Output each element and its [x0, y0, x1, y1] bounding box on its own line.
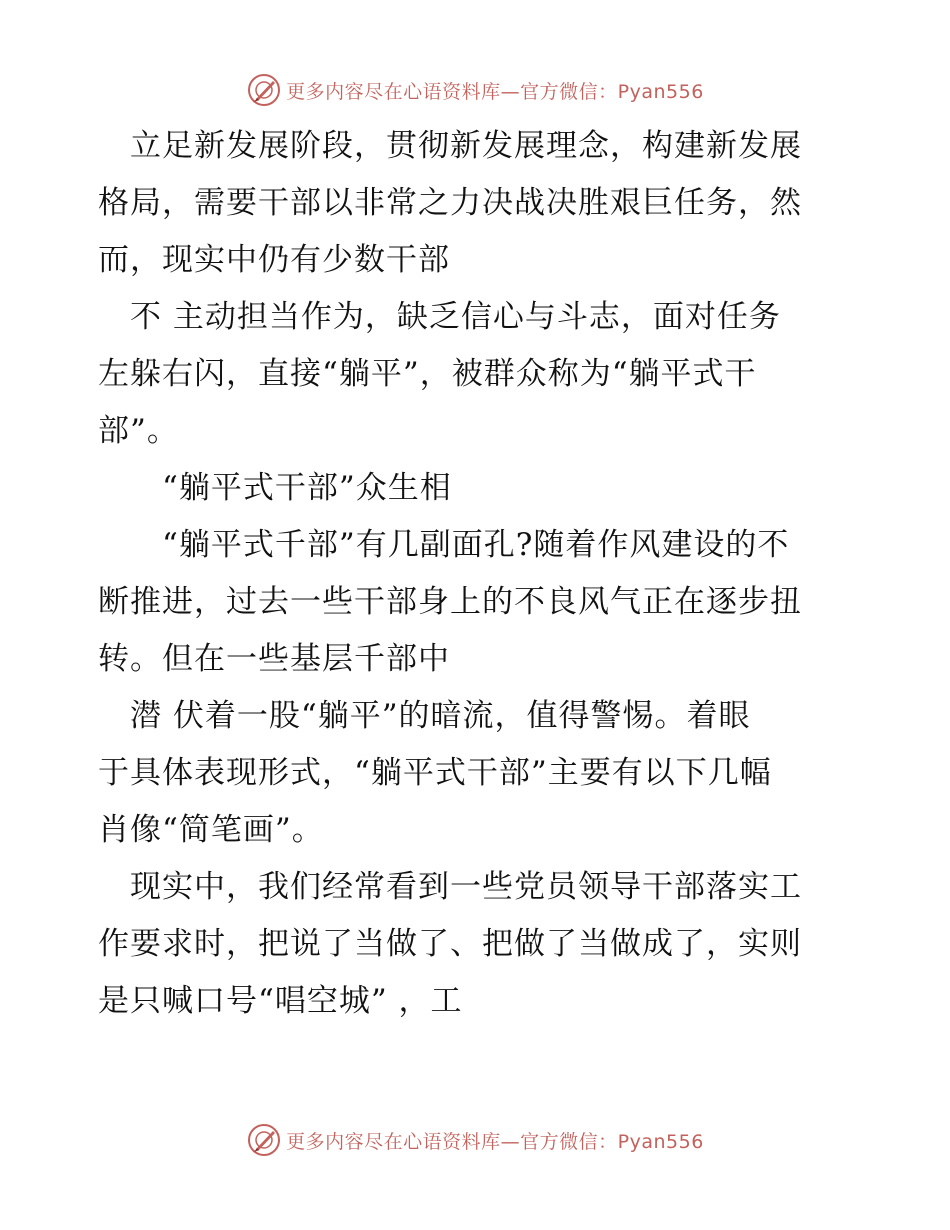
text-line: 作要求时，把说了当做了、把做了当做成了，实则 — [98, 926, 802, 962]
text-line: 转。但在一些基层千部中 — [98, 641, 450, 677]
document-body — [98, 118, 858, 1030]
text-line: 现实中，我们经常看到一些党员领导干部落实工 — [98, 869, 802, 905]
paragraph-1 — [98, 118, 858, 289]
paragraph-5 — [98, 859, 858, 1030]
text-line: “躺平式千部”有几副面孔?随着作风建设的不 — [98, 527, 790, 563]
text-line: 潜 伏着一股“躺平”的暗流，值得警惕。着眼 — [98, 698, 751, 734]
paragraph-3 — [98, 517, 858, 688]
text-line: 于具体表现形式，“躺平式干部”主要有以下几幅 — [98, 755, 772, 791]
paragraph-4 — [98, 688, 858, 859]
text-line: 左躲右闪，直接“躺平”，被群众称为“躺平式干 — [98, 356, 757, 392]
section-heading — [98, 460, 858, 517]
banner-text: 更多内容尽在心语资料库—官方微信：Pyan556 — [286, 80, 704, 103]
text-line: 而，现实中仍有少数干部 — [98, 242, 450, 278]
text-line: 是只喊口号“唱空城” ，工 — [98, 983, 463, 1019]
text-line: 格局，需要干部以非常之力决战决胜艰巨任务，然 — [98, 185, 802, 221]
text-line: 肖像“简笔画”。 — [98, 812, 324, 848]
brand-logo-icon — [246, 72, 282, 108]
text-line: 立足新发展阶段，贯彻新发展理念，构建新发展 — [98, 128, 802, 164]
header-banner — [0, 70, 950, 110]
paragraph-2 — [98, 289, 858, 460]
brand-logo-icon — [246, 1122, 282, 1158]
banner-text: 更多内容尽在心语资料库—官方微信：Pyan556 — [286, 1130, 704, 1153]
heading-line: “躺平式干部”众生相 — [98, 470, 452, 506]
text-line: 部”。 — [98, 413, 179, 449]
footer-banner — [0, 1120, 950, 1160]
text-line: 不 主动担当作为，缺乏信心与斗志，面对任务 — [98, 299, 781, 335]
text-line: 断推进，过去一些干部身上的不良风气正在逐步扭 — [98, 584, 802, 620]
